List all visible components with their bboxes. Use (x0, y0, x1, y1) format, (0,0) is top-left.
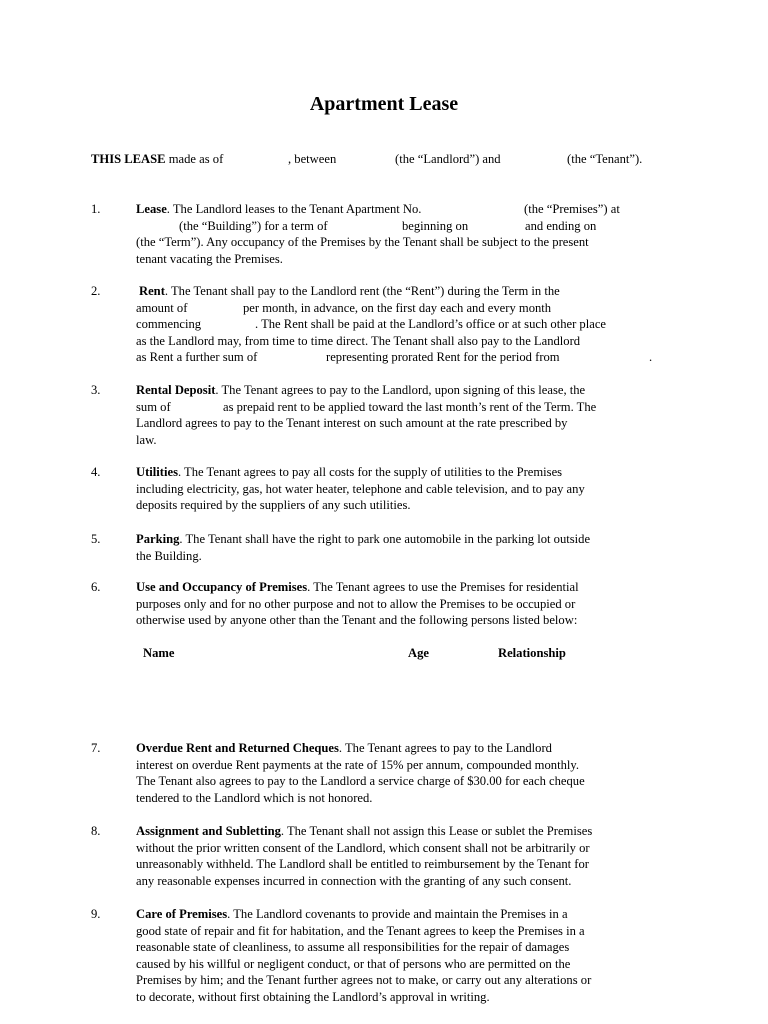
clause-number: 2. (91, 284, 101, 298)
clause-heading: Lease (136, 202, 167, 216)
clause-text: (the “Building”) for a term of (179, 218, 328, 233)
intro-made-as-of: made as of (165, 152, 224, 166)
clause-text: representing prorated Rent for the period from (326, 350, 560, 365)
clause-text: . The Tenant agrees to use the Premises for residential (307, 580, 579, 594)
clause-text: the Building. (136, 548, 202, 563)
clause-text: . (649, 350, 653, 365)
clause-text: tendered to the Landlord which is not honored. (136, 790, 373, 805)
clause-text: (the “Term”). Any occupancy of the Premises by the Tenant shall be subject to the present (136, 235, 589, 250)
clause-text: . The Tenant agrees to pay to the Landlord (338, 741, 552, 755)
clause-text: . The Tenant agrees to pay all costs for the supply of utilities to the Premises (177, 465, 563, 479)
clause-text: tenant vacating the Premises. (136, 251, 283, 266)
clause-text: . The Landlord covenants to provide and maintain the Premises in a (227, 907, 568, 921)
clause-number: 7. (91, 741, 101, 755)
clause-heading: Use and Occupancy of Premises (136, 580, 308, 594)
clause-text: interest on overdue Rent payments at the rate of 15% per annum, compounded monthly. (136, 757, 579, 772)
clause-text: deposits required by the suppliers of any such utilities. (136, 498, 411, 513)
clause-text: . The Tenant shall pay to the Landlord rent (the “Rent”) during the Term in the (164, 284, 560, 298)
clause-number: 5. (91, 532, 101, 546)
clause-text: and ending on (525, 218, 597, 233)
clause-text: caused by his willful or negligent conduct, or that of persons who are permitted on the (136, 956, 571, 971)
clause-text: (the “Premises”) at (524, 202, 620, 216)
clause-number: 3. (91, 383, 101, 397)
persons-col-relationship: Relationship (498, 646, 566, 660)
clause-text: as the Landlord may, from time to time direct. The Tenant shall also pay to the Landlord (136, 333, 581, 348)
clause-text: otherwise used by anyone other than the Tenant and the following persons listed below: (136, 613, 578, 628)
clause-text: sum of (136, 399, 171, 414)
clause-text: . The Tenant shall have the right to park one automobile in the parking lot outside (179, 532, 591, 546)
clause-text: good state of repair and fit for habitation, and the Tenant agrees to keep the Premises in a (136, 923, 585, 938)
clause-text: The Tenant also agrees to pay to the Landlord a service charge of $30.00 for each cheque (136, 774, 585, 789)
clause-text: unreasonably withheld. The Landlord shall be entitled to reimbursement by the Tenant for (136, 857, 589, 872)
clause-heading: Parking (136, 532, 180, 546)
clause-heading: Rental Deposit (136, 383, 216, 397)
clause-text: reasonable state of cleanliness, to assume all responsibilities for the repair of damages (136, 940, 570, 955)
clause-text: without the prior written consent of the Landlord, which consent shall not be arbitrarily or (136, 840, 590, 855)
clause-text: . The Landlord leases to the Tenant Apartment No. (166, 202, 422, 216)
clause-heading: Rent (139, 284, 165, 298)
clause-number: 1. (91, 202, 101, 216)
persons-col-name: Name (143, 646, 175, 660)
clause-text: Landlord agrees to pay to the Tenant interest on such amount at the rate prescribed by (136, 416, 568, 431)
clause-heading: Utilities (136, 465, 178, 479)
clause-heading: Assignment and Subletting (136, 824, 281, 838)
intro-tenant: (the “Tenant”). (567, 152, 643, 166)
clause-text: per month, in advance, on the first day each and every month (243, 300, 552, 315)
clause-text: Premises by him; and the Tenant further agrees not to make, or carry out any alterations or (136, 973, 592, 988)
clause-text: law. (136, 432, 157, 447)
persons-col-age: Age (408, 646, 429, 660)
clause-text: as Rent a further sum of (136, 350, 258, 365)
clause-number: 8. (91, 824, 101, 838)
clause-text: purposes only and for no other purpose and not to allow the Premises to be occupied or (136, 596, 576, 611)
clause-number: 4. (91, 465, 101, 479)
clause-text: . The Tenant agrees to pay to the Landlord, upon signing of this lease, the (215, 383, 586, 397)
clause-text: amount of (136, 300, 188, 315)
clause-text: including electricity, gas, hot water heater, telephone and cable television, and to pay any (136, 481, 585, 496)
clause-text: as prepaid rent to be applied toward the last month’s rent of the Term. The (223, 399, 597, 414)
intro-lease-label: THIS LEASE (91, 152, 166, 166)
intro-landlord: (the “Landlord”) and (395, 152, 501, 166)
clause-text: beginning on (402, 218, 469, 233)
clause-text: commencing (136, 317, 202, 332)
document-title: Apartment Lease (309, 93, 459, 115)
clause-text: . The Tenant shall not assign this Lease or sublet the Premises (280, 824, 593, 838)
clause-text: . The Rent shall be paid at the Landlord’s office or at such other place (255, 317, 606, 332)
clause-heading: Overdue Rent and Returned Cheques (136, 741, 339, 755)
clause-number: 6. (91, 580, 101, 594)
intro-between: , between (288, 152, 337, 166)
clause-text: any reasonable expenses incurred in connection with the granting of any such consent. (136, 873, 572, 888)
clause-text: to decorate, without first obtaining the Landlord’s approval in writing. (136, 989, 490, 1004)
clause-number: 9. (91, 907, 101, 921)
clause-heading: Care of Premises (136, 907, 228, 921)
